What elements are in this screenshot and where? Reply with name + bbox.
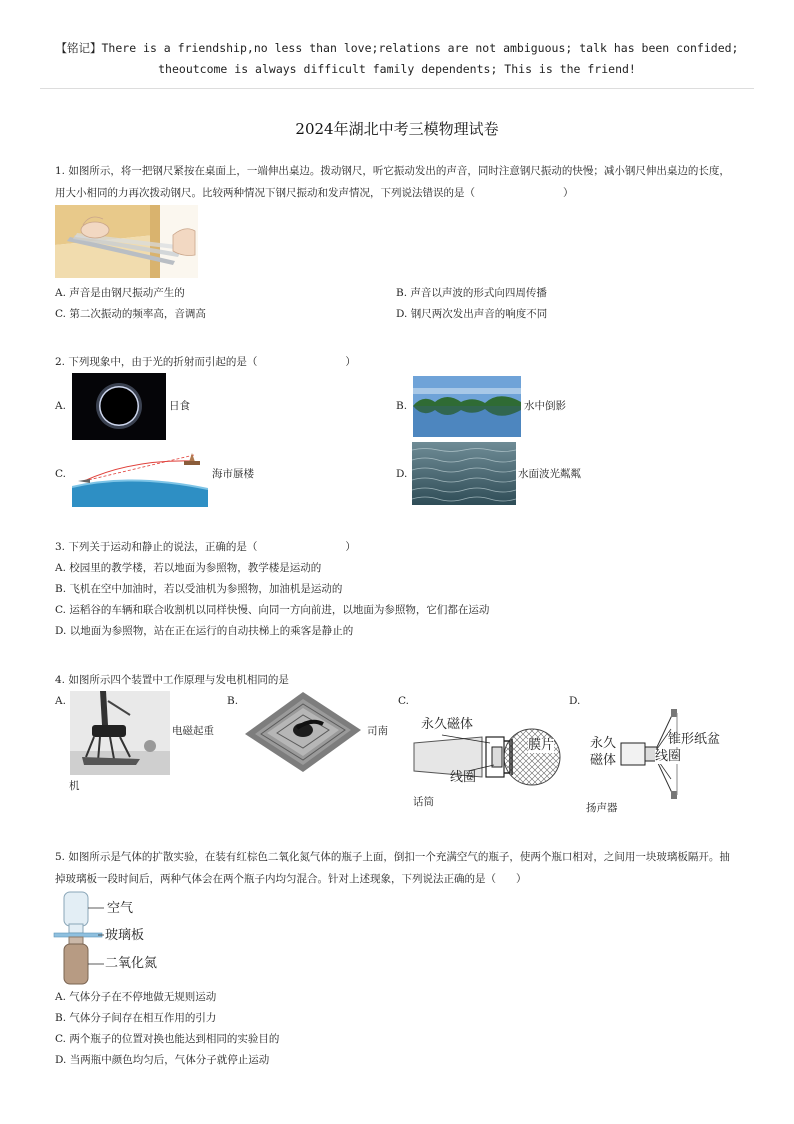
question-2-option-c-letter: C. — [55, 468, 66, 480]
motto-line-1: 【铭记】There is a friendship,no less than love;relations are not ambiguous; talk has been confided; — [55, 41, 739, 55]
question-1-steel-ruler-image — [55, 205, 198, 278]
question-2-stem — [55, 355, 356, 369]
diffusion-no2-label: 二氧化氮 — [105, 956, 158, 971]
electromagnetic-crane-image — [70, 691, 170, 775]
header-divider — [40, 88, 754, 89]
question-3-stem — [55, 540, 356, 554]
question-3-option-b: B. 飞机在空中加油时，若以受油机为参照物，加油机是运动的 — [55, 583, 343, 595]
motto — [40, 38, 754, 80]
question-1-option-c: C. 第二次振动的频率高，音调高 — [55, 308, 206, 320]
question-3-option-c: C. 运稻谷的车辆和联合收割机以同样快慢、向同一方向前进，以地面为参照物，它们都在运动 — [55, 604, 490, 616]
speaker-cone-label: 锥形纸盆 — [668, 732, 721, 747]
question-4-option-d-caption: 扬声器 — [586, 802, 618, 814]
question-2-option-d-letter: D. — [396, 468, 408, 480]
question-3-text: 3. 下列关于运动和静止的说法，正确的是（ — [55, 541, 258, 553]
question-2-option-c-caption: 海市蜃楼 — [212, 468, 254, 480]
question-4-option-a-caption-1: 电磁起重 — [172, 725, 214, 737]
question-2-option-d-caption: 水面波光粼粼 — [518, 468, 581, 480]
question-2-option-a-letter: A. — [55, 400, 66, 412]
microphone-film-label: 膜片 — [528, 738, 555, 753]
question-5-option-d: D. 当两瓶中颜色均匀后，气体分子就停止运动 — [55, 1054, 270, 1066]
question-5-option-a: A. 气体分子在不停地做无规则运动 — [55, 991, 217, 1003]
question-1-text: 1. 如图所示，将一把钢尺紧按在桌面上，一端伸出桌边。拨动钢尺，听它振动发出的声音，同时注意钢尺振动的快慢；减小钢尺伸出桌边的长度，用大小相同的力再次拨动钢尺。比较两种情况下钢尺振动和发声情况，下列说法错误的是（ — [55, 165, 730, 199]
question-4-option-d-letter: D. — [569, 695, 581, 707]
question-4-option-b-caption: 司南 — [367, 725, 388, 737]
question-2-option-a-caption: 日食 — [169, 400, 190, 412]
question-5-text: 5. 如图所示是气体的扩散实验，在装有红棕色二氧化氮气体的瓶子上面，倒扣一个充满空气的瓶子，使两个瓶口相对，之间用一块玻璃板隔开。抽掉玻璃板一段时间后，两种气体会在两个瓶子内均匀混合。针对上述现象，下列说法正确的是（ — [55, 851, 730, 885]
question-4-stem: 4. 如图所示四个装置中工作原理与发电机相同的是 — [55, 674, 289, 686]
diffusion-glass-label: 玻璃板 — [105, 928, 145, 943]
microphone-magnet-label: 永久磁体 — [421, 717, 474, 732]
speaker-coil-label: 线圈 — [655, 749, 682, 764]
speaker-magnet-label-1: 永久 — [590, 736, 617, 751]
sinan-compass-image — [241, 688, 365, 775]
question-2-close: ） — [345, 356, 356, 368]
question-3-option-d: D. 以地面为参照物，站在正在运行的自动扶梯上的乘客是静止的 — [55, 625, 354, 637]
speaker-magnet-label-2: 磁体 — [590, 753, 617, 768]
water-ripples-image — [412, 442, 516, 505]
solar-eclipse-image — [72, 373, 166, 440]
question-1-stem — [55, 160, 740, 204]
diffusion-bottles-image — [52, 890, 104, 988]
question-3-option-a: A. 校园里的教学楼，若以地面为参照物，教学楼是运动的 — [55, 562, 322, 574]
question-4-option-b-letter: B. — [227, 695, 239, 707]
question-5-option-b: B. 气体分子间存在相互作用的引力 — [55, 1012, 217, 1024]
question-3-close: ） — [345, 541, 356, 553]
mirage-diagram-image — [72, 445, 208, 507]
question-4-option-a-caption-2: 机 — [69, 780, 80, 792]
question-2-option-b-letter: B. — [396, 400, 408, 412]
question-2-option-b-caption: 水中倒影 — [524, 400, 566, 412]
question-4-option-c-letter: C. — [398, 695, 409, 707]
diffusion-air-label: 空气 — [107, 901, 134, 916]
question-1-option-b: B. 声音以声波的形式向四周传播 — [396, 287, 547, 299]
question-5-close: ） — [516, 873, 527, 885]
water-reflection-image — [413, 376, 521, 437]
question-2-text: 2. 下列现象中，由于光的折射而引起的是（ — [55, 356, 258, 368]
question-5-stem — [55, 846, 740, 890]
question-1-close: ） — [563, 187, 574, 199]
question-1-option-a: A. 声音是由钢尺振动产生的 — [55, 287, 185, 299]
question-1-option-d: D. 钢尺两次发出声音的响度不同 — [396, 308, 548, 320]
motto-line-2: theoutcome is always difficult family dependents; This is the friend! — [158, 62, 636, 76]
microphone-coil-label: 线圈 — [450, 770, 477, 785]
question-4-option-a-letter: A. — [55, 695, 66, 707]
question-4-option-c-caption: 话筒 — [413, 796, 434, 808]
question-5-option-c: C. 两个瓶子的位置对换也能达到相同的实验目的 — [55, 1033, 280, 1045]
page-title: 2024年湖北中考三模物理试卷 — [295, 120, 499, 138]
